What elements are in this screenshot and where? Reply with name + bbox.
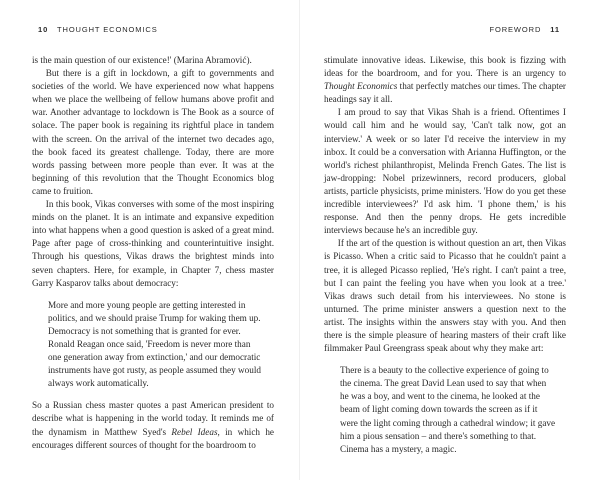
- right-header-title: FOREWORD: [489, 25, 542, 34]
- right-page-number: 11: [550, 25, 560, 34]
- right-paragraph-1: [324, 54, 566, 106]
- left-paragraph-4: [32, 399, 274, 451]
- right-paragraph-1-part-b: that perfectly matches our times. The chapter headings say it all.: [324, 81, 566, 105]
- left-paragraph-4-part-b: , in which he encourages different sources of thought for the boardroom to: [32, 426, 274, 450]
- right-paragraph-3: If the art of the question is without question an art, then Vikas is Picasso. When a critic said to Picasso that he couldn't paint a tree, it is alleged Picasso replied, 'He's right. I can't paint a tree, but I can paint the feeling you have when you look at a tree.' Vikas draws such detail from his interviewees. No stone is unturned. The prime minister answers a question next to the artist. The insights within the answers stay with you. And then there is the simple pleasure of hearing masters of their craft like filmmaker Paul Greengrass speak about why they make art:: [324, 238, 566, 354]
- right-body-text: [324, 54, 566, 465]
- left-paragraph-3: In this book, Vikas converses with some of the most inspiring minds on the planet. It is an intimate and expansive expedition into what happens when a good question is asked of a great mind. Page after page of cross-thinking and counterintuitive insight. Through his questions, Vikas draws the brightest minds into seven chapters. Here, for example, in Chapter 7, chess master Garry Kasparov talks about democracy:: [32, 199, 274, 288]
- left-running-head: [32, 25, 158, 34]
- greengrass-quote-text: There is a beauty to the collective experience of going to the cinema. The great David Lean used to say that when he was a boy, and went to the cinema, he looked at the beam of light coming down towards the screen as if it were the light coming through a cathedral window; it gave him a pious sensation – and there's something to that. Cinema has a mystery, a magic.: [340, 365, 556, 454]
- thought-economics-title: Thought Economics: [324, 81, 398, 92]
- left-body-text: [32, 54, 274, 452]
- right-running-head: [490, 25, 567, 34]
- right-page: [300, 0, 600, 480]
- right-paragraph-2: I am proud to say that Vikas Shah is a friend. Oftentimes I would call him and he would say, 'Can't talk now, got an interview.' A week or so later I'd receive the interview in my inbox. It could be a conversation with Arianna Huffington, or the world's richest philanthropist, Melinda French Gates. The list is jaw-dropping: Nobel prizewinners, record producers, global artists, particle physicists, prime ministers. 'How do you get these incredible interviewees?' I'd ask him. 'I phone them,' is his response. And then the penny drops. He gets incredible interviews because he's an incredible guy.: [324, 107, 566, 236]
- left-page-number: 10: [38, 25, 49, 34]
- left-header-title: THOUGHT ECONOMICS: [57, 25, 158, 34]
- kasparov-quote: [48, 299, 264, 391]
- right-paragraph-1-part-a: stimulate innovative ideas. Likewise, this book is fizzing with ideas for the boardroom, and for you. There is an urgency to: [324, 55, 566, 79]
- kasparov-quote-text: More and more young people are getting interested in politics, and we should praise Trump for waking them up. Democracy is not something that is granted for ever. Ronald Reagan once said, 'Freedom is never more than one generation away from extinction,' and our democratic instruments have got rusty, as people assumed they would always work automatically.: [48, 299, 261, 389]
- left-paragraph-1: is the main question of our existence!' (Marina Abramović).: [32, 55, 252, 65]
- left-paragraph-4-part-a: So a Russian chess master quotes a past American president to describe what is happening in the world today. It reminds me of the dynamism in Matthew Syed's: [32, 400, 274, 437]
- left-paragraph-2: But there is a gift in lockdown, a gift to governments and societies of the world. We have experienced now what happens when we place the wellbeing of fellow humans above profit and war. Another advantage to lockdown is The Book as a source of solace. The paper book is regaining its rightful place in tandem with the screen. On the arrival of the internet two decades ago, the book faced its greatest challenge. Today, there are more words passing between more people than ever. It was at the beginning of this revolution that the Thought Economics blog came to fruition.: [32, 68, 274, 196]
- rebel-ideas-title: Rebel Ideas: [171, 426, 218, 437]
- greengrass-quote: [340, 364, 556, 456]
